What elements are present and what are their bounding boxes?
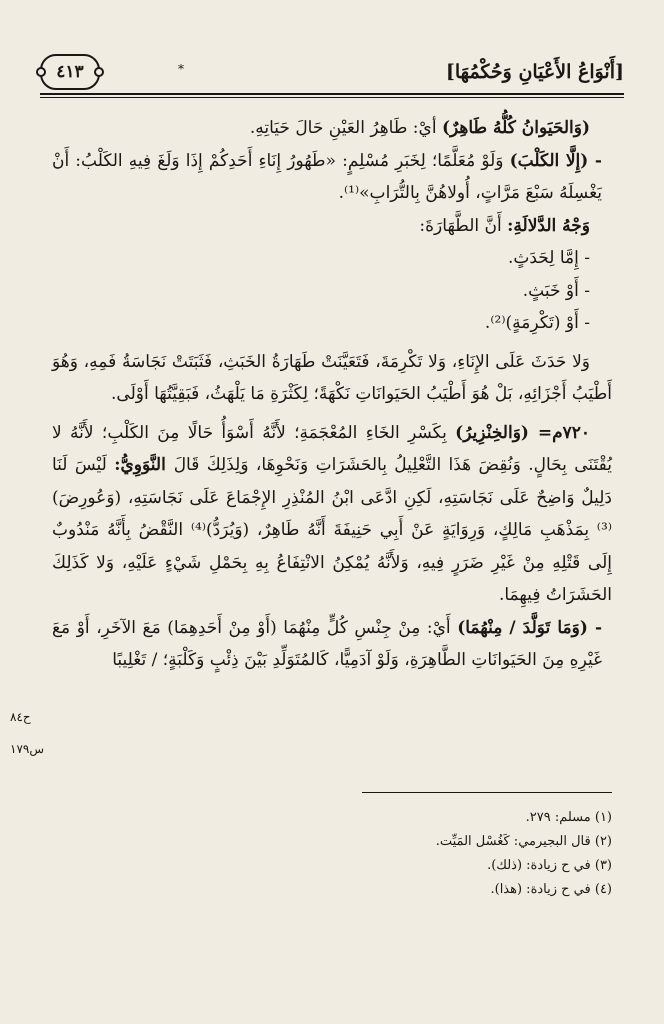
paragraph-5 [52,417,612,612]
paragraph-3-bold: وَجْهُ الدَّلالَةِ: [507,215,590,236]
list-item-2: - أَوْ خَبَثٍ. [522,280,590,301]
main-text [52,112,612,677]
footnote-3: (٣) في ح زيادة: (ذلك). [487,858,612,873]
list-item-1: - إِمَّا لِحَدَثٍ. [507,248,590,268]
page-number-badge [40,54,100,90]
paragraph-2-text: وَلَوْ مُعَلَّمًا؛ لِخَبَرِ مُسْلِمٍ: «طَهُورُ إِنَاءِ أَحَدِكُمْ إِذَا وَلَغَ فِيهِ الكَلْبُ: أَنْ يَغْسِلَهُ سَبْعَ مَرَّاتٍ، أُولاهُنَّ بِالتُّرَابِ»⁽¹⁾. [52,150,602,203]
paragraph-5-text-2: لَيْسَ لَنَا دَلِيلٌ وَاضِحٌ عَلَى نَجَاسَتِهِ، لَكِنِ ادَّعَى ابْنُ المُنْذِرِ الإِجْمَاعَ عَلَى نَجَاسَتِهِ، (وَعُورِضَ)⁽³⁾ بِمَذْهَبِ مَالِكٍ، وَرِوَايَةٍ عَنْ أَبِي حَنِيفَةَ أَنَّهُ طَاهِرٌ، (وَيُرَدُّ)⁽⁴⁾ النَّقْضُ بِأَنَّهُ مَنْدُوبٌ إِلَى قَتْلِهِ مِنْ غَيْرِ ضَرَرٍ فِيهِ، وَلأَنَّهُ يُمْكِنُ الانْتِفَاعُ بِهِ بِحَمْلِ شَيْءٍ عَلَيْهِ، وَلا كَذَلِكَ الحَشَرَاتُ فِيهِمَا. [52,455,613,605]
footnotes [52,806,612,902]
paragraph-4: وَلا حَدَثَ عَلَى الإِنَاءِ، وَلا تَكْرِمَةَ، فَتَعَيَّنَتْ طَهَارَةُ الخَبَثِ، فَثَبَتَتْ نَجَاسَةُ فَمِهِ، وَهُوَ أَطْيَبُ أَجْزَائِهِ، بَلْ هُوَ أَطْيَبُ الحَيَوانَاتِ نَكْهَةً؛ لِكَثْرَةِ مَا يَلْهَثُ، فَبَقِيَّتُهَا أَوْلَى. [52,351,612,404]
paragraph-1-bold: (وَالحَيَوانُ كُلُّهُ طَاهِرٌ) [441,118,590,138]
list-item-3: - أَوْ (تَكْرِمَةٍ)⁽²⁾. [484,313,590,333]
footnote-1: (١) مسلم: ٢٧٩. [525,810,612,825]
footnote-divider [362,792,612,793]
paragraph-6 [52,612,612,677]
paragraph-6-text: أَيْ: مِنْ جِنْسِ كُلٍّ مِنْهُمَا (أَوْ مِنْ أَحَدِهِمَا) مَعَ الآخَرِ، أَوْ مَعَ غَيْرِهِ مِنَ الحَيَوانَاتِ الطَّاهِرَةِ، وَلَوْ آدَمِيًّا، كَالمُتَوَلِّدِ بَيْنَ ذِئْبٍ وَكَلْبَةٍ؛ / تَغْلِيبًا [52,617,602,670]
paragraph-3-text: أَنَّ الطَّهَارَةَ: [419,215,508,236]
margin-note-1: ح٨٤ [10,710,31,724]
paragraph-5-number: ٧٢٠م= [537,422,591,443]
footnote-2: (٢) قال البجيرمي: كَغُسْل المَيِّت. [435,834,612,849]
paragraph-3 [52,210,612,243]
paragraph-2-bold: - (إِلَّا الكَلْبَ) [509,150,602,171]
page-number: ٤١٣ [56,62,84,82]
paragraph-1-text: أيْ: طَاهِرُ العَيْنِ حَالَ حَيَاتِهِ. [249,118,442,138]
paragraph-5-text: بِكَسْرِ الخَاءِ المُعْجَمَةِ؛ لأَنَّهُ أَسْوَأُ حَالًا مِنَ الكَلْبِ؛ لأَنَّهُ لا يُقْتَنَى بِحَالٍ. وَنُقِضَ هَذَا التَّعْلِيلُ بِالحَشَرَاتِ وَنَحْوِهَا، وَلِذَلِكَ قَالَ [52,422,613,475]
paragraph-5-nawawi: النَّوَوِيُّ: [114,455,174,475]
page-header [40,52,624,92]
margin-note-2: س١٧٩ [10,742,44,756]
paragraph-6-bold: - (وَمَا تَوَلَّدَ / مِنْهُمَا) [457,617,602,638]
footnote-4: (٤) في ح زيادة: (هذا). [490,882,612,897]
paragraph-1 [52,112,612,145]
running-head: [أَنْوَاعُ الأَعْيَانِ وَحُكْمُهَا] [445,61,624,83]
paragraph-2 [52,145,612,210]
header-marker: * [178,62,184,76]
header-divider [40,93,624,98]
paragraph-5-bold: (وَالخِنْزِيرُ) [455,422,538,443]
